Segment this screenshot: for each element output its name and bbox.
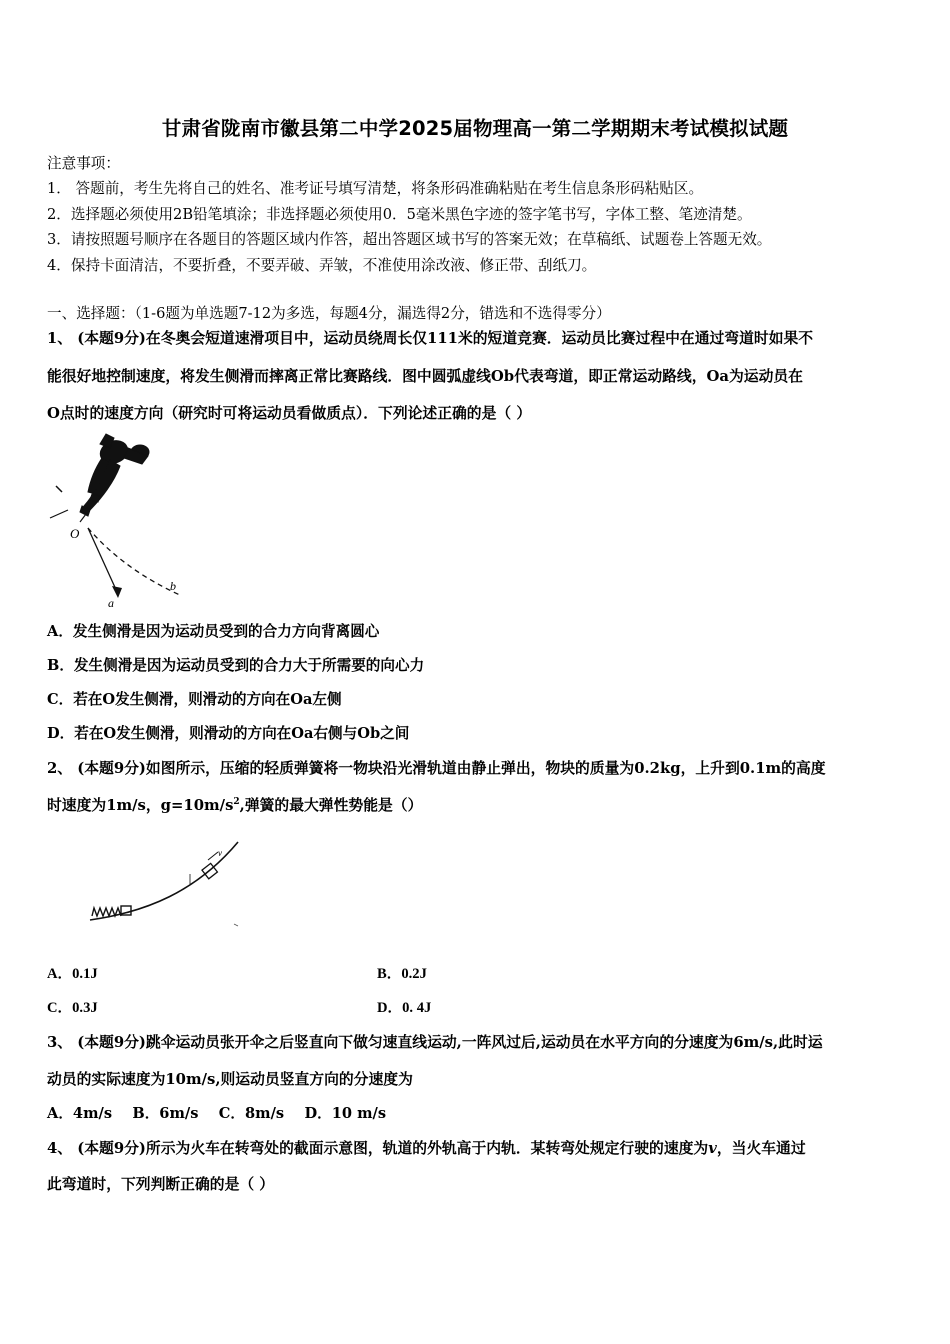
page-title: 甘肃省陇南市徽县第二中学2025届物理高一第二学期期末考试模拟试题: [161, 117, 789, 140]
q1-line-1: 1、 (本题9分)在冬奥会短道速滑项目中，运动员绕周长仅111米的短道竞赛．运动员比赛过程中在通过弯道时如果不: [47, 330, 814, 347]
q2-superscript: 2: [233, 797, 240, 808]
section-heading: 一、选择题：（1-6题为单选题7-12为多选，每题4分，漏选得2分，错选和不选得零分）: [47, 305, 611, 322]
q4-line-1: [47, 1137, 806, 1158]
skater-silhouette: [50, 434, 149, 522]
notice-item-1: 1． 答题前，考生先将自己的姓名、准考证号填写清楚，将条形码准确粘贴在考生信息条形码粘贴区。: [47, 180, 704, 197]
velocity-line-oa: [88, 528, 118, 594]
q2-option-a[interactable]: A．0.1J: [47, 966, 98, 982]
spring-track-figure: [86, 836, 246, 932]
q4-line-2: 此弯道时，下列判断正确的是（ ）: [47, 1176, 275, 1193]
skater-figure: [44, 430, 194, 610]
curve-ob: [88, 528, 182, 596]
label-b: b: [170, 579, 176, 593]
notice-item-3: 3．请按照题号顺序在各题目的答题区域内作答，超出答题区域书写的答案无效；在草稿纸、试题卷上答题无效。: [47, 231, 772, 248]
q4-line-1-post: ，当火车通过: [716, 1140, 806, 1157]
velocity-arrow: [208, 852, 218, 860]
q3-line-1: 3、 (本题9分)跳伞运动员张开伞之后竖直向下做匀速直线运动,一阵风过后,运动员在水平方向的分速度为6m/s,此时运: [47, 1034, 823, 1051]
label-o: O: [70, 526, 80, 541]
q2-option-c[interactable]: C．0.3J: [47, 1000, 98, 1016]
baseline-mark: [234, 924, 238, 926]
q2-option-d[interactable]: D．0. 4J: [377, 1000, 432, 1016]
q1-line-2: 能很好地控制速度，将发生侧滑而摔离正常比赛路线．图中圆弧虚线Ob代表弯道，即正常运动路线，Oa为运动员在: [47, 368, 803, 385]
q4-variable-v: v: [708, 1140, 717, 1157]
q1-option-d[interactable]: D．若在O发生侧滑，则滑动的方向在Oa右侧与Ob之间: [47, 725, 410, 742]
q3-line-2: 动员的实际速度为10m/s,则运动员竖直方向的分速度为: [47, 1071, 413, 1088]
q2-option-b[interactable]: B．0.2J: [377, 966, 427, 982]
q1-option-c[interactable]: C．若在O发生侧滑，则滑动的方向在Oa左侧: [47, 691, 342, 708]
q2-line-1: 2、 (本题9分)如图所示，压缩的轻质弹簧将一物块沿光滑轨道由静止弹出，物块的质量为0.2kg，上升到0.1m的高度: [47, 760, 826, 777]
notice-item-4: 4．保持卡面清洁，不要折叠，不要弄破、弄皱，不准使用涂改液、修正带、刮纸刀。: [47, 257, 597, 274]
q2-line-2: [47, 794, 422, 815]
q1-line-3: O点时的速度方向（研究时可将运动员看做质点）．下列论述正确的是（ ）: [47, 405, 532, 422]
q1-option-a[interactable]: A．发生侧滑是因为运动员受到的合力方向背离圆心: [47, 623, 380, 640]
label-a: a: [108, 596, 114, 610]
q1-option-b[interactable]: B．发生侧滑是因为运动员受到的合力大于所需要的向心力: [47, 657, 425, 674]
q4-line-1-pre: 4、 (本题9分)所示为火车在转弯处的截面示意图，轨道的外轨高于内轨．某转弯处规定行驶的速度为: [47, 1140, 709, 1157]
q2-line-2-pre: 时速度为1m/s，g=10m/s: [47, 797, 234, 814]
notice-heading: 注意事项：: [47, 155, 120, 172]
notice-item-2: 2．选择题必须使用2B铅笔填涂；非选择题必须使用0．5毫米黑色字迹的签字笔书写，字体工整、笔迹清楚。: [47, 206, 752, 223]
q2-line-2-post: ,弹簧的最大弹性势能是（）: [239, 797, 423, 814]
q3-options[interactable]: A．4m/s B．6m/s C．8m/s D．10 m/s: [47, 1105, 387, 1122]
label-v: v: [218, 848, 222, 858]
